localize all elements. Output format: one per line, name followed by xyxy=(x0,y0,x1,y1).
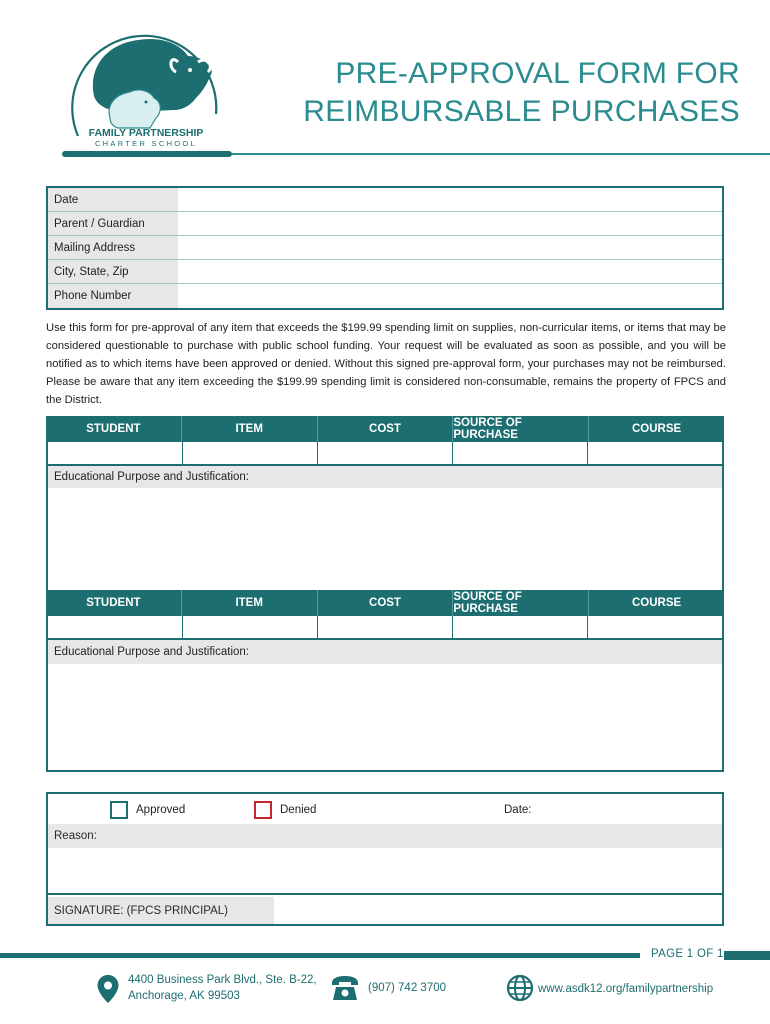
student-input[interactable] xyxy=(48,616,183,638)
telephone-icon xyxy=(330,974,360,1002)
cost-input[interactable] xyxy=(318,616,453,638)
info-row-address xyxy=(48,236,722,260)
logo-underline xyxy=(62,151,232,157)
source-input[interactable] xyxy=(453,616,588,638)
address-line-2: Anchorage, AK 99503 xyxy=(128,990,240,1002)
item-input[interactable] xyxy=(183,442,318,464)
item-input[interactable] xyxy=(183,616,318,638)
col-item: ITEM xyxy=(182,416,318,442)
globe-icon xyxy=(506,974,534,1002)
info-row-phone xyxy=(48,284,722,308)
approved-label: Approved xyxy=(136,804,186,816)
website-link[interactable]: www.asdk12.org/familypartnership xyxy=(538,983,714,995)
item-header xyxy=(46,416,724,442)
logo-subname: CHARTER SCHOOL xyxy=(94,139,198,148)
col-source: SOURCE OF PURCHASE xyxy=(453,590,589,616)
item-header xyxy=(46,590,724,616)
address-line-1: 4400 Business Park Blvd., Ste. B-22, xyxy=(128,974,317,986)
col-source: SOURCE OF PURCHASE xyxy=(453,416,589,442)
info-label: Phone Number xyxy=(48,284,178,308)
phone-number: (907) 742 3700 xyxy=(368,982,447,994)
page-title xyxy=(250,55,740,131)
justification-label: Educational Purpose and Justification: xyxy=(48,466,722,488)
parent-guardian-field[interactable] xyxy=(178,212,722,235)
col-cost: COST xyxy=(318,590,454,616)
info-label: Date xyxy=(48,188,178,211)
signature-field[interactable] xyxy=(274,897,722,924)
mailing-address-field[interactable] xyxy=(178,236,722,259)
title-line-2: REIMBURSABLE PURCHASES xyxy=(303,95,740,128)
student-input[interactable] xyxy=(48,442,183,464)
date-field[interactable] xyxy=(178,188,722,211)
reason-label: Reason: xyxy=(48,824,722,848)
reason-textarea[interactable] xyxy=(48,848,722,895)
item-row xyxy=(48,616,722,640)
parent-info-table xyxy=(46,186,724,310)
approval-section xyxy=(46,792,724,926)
item-row xyxy=(48,442,722,466)
item-request-1 xyxy=(46,416,724,592)
school-logo xyxy=(58,18,234,158)
instructions-text: Use this form for pre-approval of any item that exceeds the $199.99 spending limit on supplies, non-curricular items, or items that may be considered questionable to purchase with public school funding. Your request will be evaluated as soon as possible, and you will be notified as to which items have been approved or denied. Without this signed pre-approval form, your purchases may not be reimbursed. Please be aware that any item exceeding the $199.99 spending limit is considered non-consumable, remains the property of FPCS and the District. xyxy=(46,322,726,406)
decision-date-label: Date: xyxy=(504,804,532,816)
header-rule xyxy=(232,153,770,155)
denied-label: Denied xyxy=(280,804,317,816)
info-label: Mailing Address xyxy=(48,236,178,259)
approved-checkbox[interactable] xyxy=(110,801,128,819)
info-row-parent xyxy=(48,212,722,236)
col-course: COURSE xyxy=(631,423,682,435)
justification-textarea[interactable] xyxy=(48,664,722,770)
col-student: STUDENT xyxy=(46,416,182,442)
info-label: City, State, Zip xyxy=(48,260,178,283)
city-state-zip-field[interactable] xyxy=(178,260,722,283)
info-row-city xyxy=(48,260,722,284)
justification-label: Educational Purpose and Justification: xyxy=(48,640,722,664)
page-tab xyxy=(724,951,770,960)
item-request-2 xyxy=(46,590,724,772)
signature-label: SIGNATURE: (FPCS PRINCIPAL) xyxy=(48,897,274,924)
cost-input[interactable] xyxy=(318,442,453,464)
course-input[interactable] xyxy=(588,616,722,638)
info-row-date xyxy=(48,188,722,212)
justification-textarea[interactable] xyxy=(48,488,722,590)
source-input[interactable] xyxy=(453,442,588,464)
col-student: STUDENT xyxy=(46,590,182,616)
location-pin-icon xyxy=(96,974,120,1004)
logo-name: FAMILY PARTNERSHIP xyxy=(88,127,204,139)
info-label: Parent / Guardian xyxy=(48,212,178,235)
denied-checkbox[interactable] xyxy=(254,801,272,819)
title-line-1: PRE-APPROVAL FORM FOR xyxy=(335,57,740,90)
col-course: COURSE xyxy=(631,597,682,609)
course-input[interactable] xyxy=(588,442,722,464)
page-number: PAGE 1 OF 1 xyxy=(651,948,724,960)
col-item: ITEM xyxy=(182,590,318,616)
phone-number-field[interactable] xyxy=(178,284,722,308)
col-cost: COST xyxy=(318,416,454,442)
